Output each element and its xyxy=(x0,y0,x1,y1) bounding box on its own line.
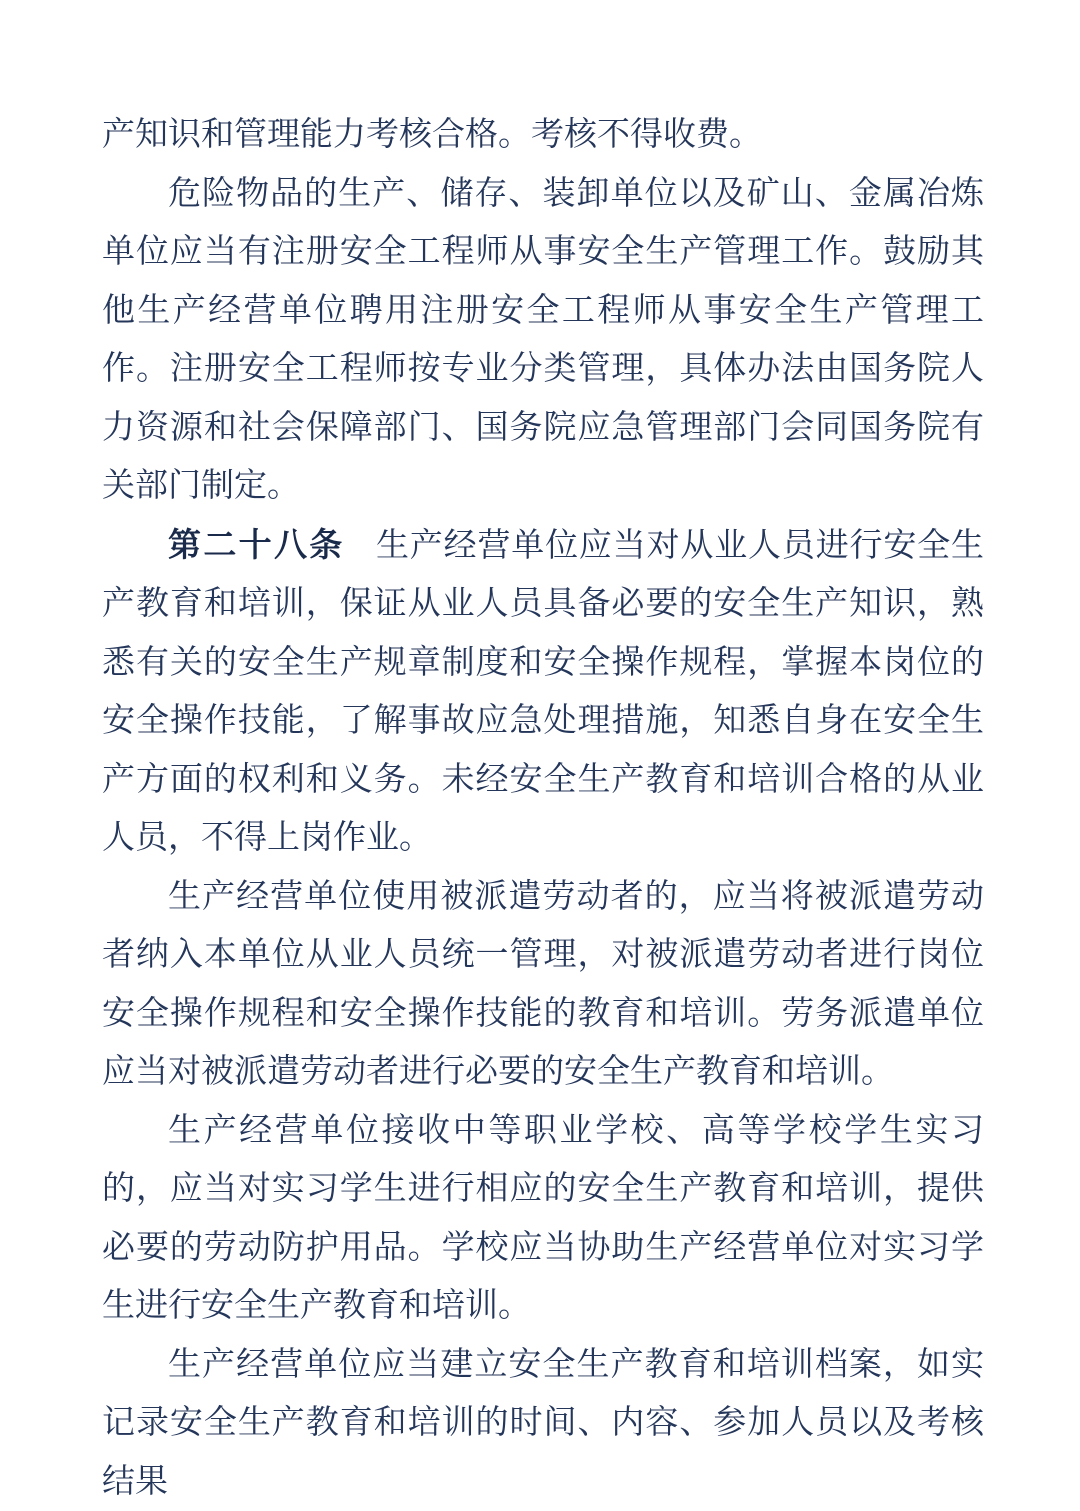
paragraph-text: 生产经营单位应当建立安全生产教育和培训档案，如实记录安全生产教育和培训的时间、内容、参加人员以及考核结果 xyxy=(102,1347,984,1500)
article-number-heading: 第二十八条 xyxy=(168,526,345,563)
paragraph xyxy=(102,868,984,1102)
paragraph xyxy=(102,1102,984,1336)
paragraph-text: 生产经营单位接收中等职业学校、高等学校学生实习的，应当对实习学生进行相应的安全生产教育和培训，提供必要的劳动防护用品。学校应当协助生产经营单位对实习学生进行安全生产教育和培训。 xyxy=(102,1113,984,1325)
paragraph-text: 产知识和管理能力考核合格。考核不得收费。 xyxy=(102,117,762,153)
paragraph-text: 危险物品的生产、储存、装卸单位以及矿山、金属冶炼单位应当有注册安全工程师从事安全生产管理工作。鼓励其他生产经营单位聘用注册安全工程师从事安全生产管理工作。注册安全工程师按专业分类管理，具体办法由国务院人力资源和社会保障部门、国务院应急管理部门会同国务院有关部门制定。 xyxy=(102,176,984,505)
paragraph-article-28 xyxy=(102,516,984,868)
paragraph xyxy=(102,165,984,516)
paragraph-text: 生产经营单位使用被派遣劳动者的，应当将被派遣劳动者纳入本单位从业人员统一管理，对被派遣劳动者进行岗位安全操作规程和安全操作技能的教育和培训。劳务派遣单位应当对被派遣劳动者进行必要的安全生产教育和培训。 xyxy=(102,879,984,1091)
paragraph-text: 生产经营单位应当对从业人员进行安全生产教育和培训，保证从业人员具备必要的安全生产知识，熟悉有关的安全生产规章制度和安全操作规程，掌握本岗位的安全操作技能，了解事故应急处理措施，知悉自身在安全生产方面的权利和义务。未经安全生产教育和培训合格的从业人员，不得上岗作业。 xyxy=(102,528,984,857)
paragraph-continuation xyxy=(102,106,984,165)
paragraph xyxy=(102,1336,984,1511)
